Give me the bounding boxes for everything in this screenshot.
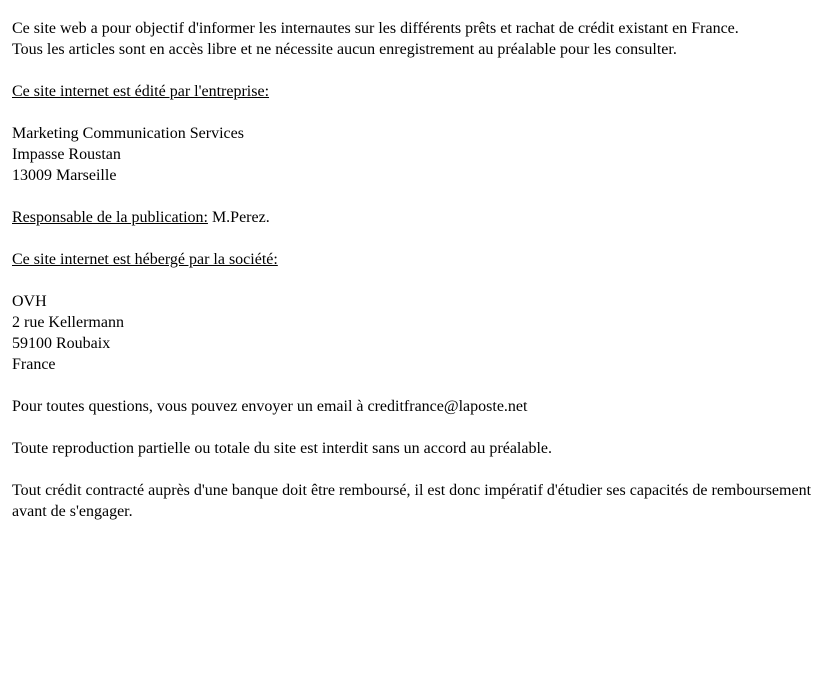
publisher-name: Marketing Communication Services bbox=[12, 125, 244, 142]
host-country: France bbox=[12, 356, 56, 373]
publication-responsible bbox=[12, 207, 817, 228]
reproduction-paragraph: Toute reproduction partielle ou totale du site est interdit sans un accord au préalable. bbox=[12, 440, 553, 457]
access-paragraph: Tous les articles sont en accès libre et ne nécessite aucun enregistrement au préalable pour les consulter. bbox=[12, 41, 677, 58]
host-name: OVH bbox=[12, 293, 47, 310]
spacer bbox=[12, 60, 817, 81]
contact-paragraph: Pour toutes questions, vous pouvez envoyer un email à creditfrance@laposte.net bbox=[12, 398, 528, 415]
host-heading-text: Ce site internet est hébergé par la société: bbox=[12, 251, 278, 268]
legal-notice-content bbox=[12, 18, 817, 522]
spacer bbox=[12, 102, 817, 123]
warning-paragraph: Tout crédit contracté auprès d'une banque doit être remboursé, il est donc impératif d'étudier ses capacités de remboursement avant de s'engager. bbox=[12, 482, 812, 520]
spacer bbox=[12, 459, 817, 480]
spacer bbox=[12, 186, 817, 207]
host-heading bbox=[12, 249, 817, 270]
publisher-street: Impasse Roustan bbox=[12, 146, 121, 163]
spacer bbox=[12, 270, 817, 291]
spacer bbox=[12, 228, 817, 249]
spacer bbox=[12, 375, 817, 396]
host-street: 2 rue Kellermann bbox=[12, 314, 124, 331]
host-city: 59100 Roubaix bbox=[12, 335, 111, 352]
publisher-heading bbox=[12, 81, 817, 102]
publisher-heading-text: Ce site internet est édité par l'entreprise: bbox=[12, 83, 270, 100]
publisher-city: 13009 Marseille bbox=[12, 167, 117, 184]
responsible-label: Responsable de la publication: bbox=[12, 209, 208, 226]
responsible-value: M.Perez. bbox=[207, 209, 270, 226]
intro-paragraph: Ce site web a pour objectif d'informer les internautes sur les différents prêts et rachat de crédit existant en France. bbox=[12, 20, 739, 37]
spacer bbox=[12, 417, 817, 438]
